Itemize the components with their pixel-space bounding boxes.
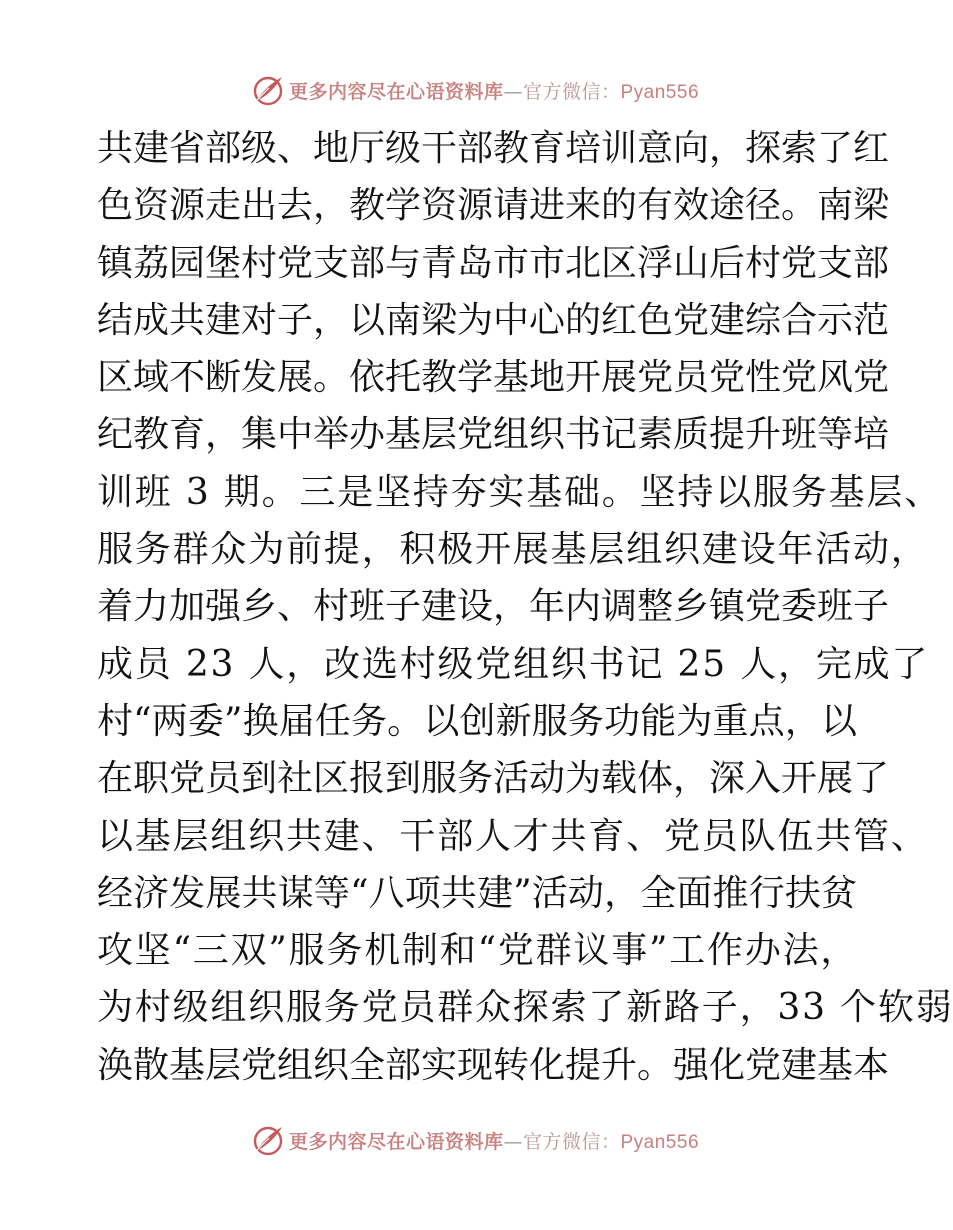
text-line: 以基层组织共建、干部人才共育、党员队伍共管、 [97, 815, 929, 857]
feather-quill-circle-icon [251, 73, 285, 107]
feather-quill-circle-icon [251, 1123, 285, 1157]
banner-label: 官方微信： [522, 1130, 621, 1153]
text-line: 经济发展共谋等“八项共建”活动，全面推行扶贫 [97, 872, 857, 914]
banner-account: Pyan556 [620, 1131, 700, 1153]
banner-account: Pyan556 [620, 81, 700, 103]
banner-text [289, 77, 699, 104]
text-line: 纪教育，集中举办基层党组织书记素质提升班等培 [97, 414, 890, 456]
footer-banner [0, 1120, 950, 1160]
banner-brand: 更多内容尽在心语资料库 [288, 80, 504, 103]
text-line: 着力加强乡、村班子建设，年内调整乡镇党委班子 [97, 586, 890, 628]
text-line: 训班 3 期。三是坚持夯实基础。坚持以服务基层、 [97, 471, 942, 513]
text-line: 镇荔园堡村党支部与青岛市市北区浮山后村党支部 [97, 242, 890, 284]
text-line: 服务群众为前提，积极开展基层组织建设年活动， [97, 529, 929, 571]
banner-label: 官方微信： [522, 80, 621, 103]
document-body [97, 120, 953, 1094]
banner-brand: 更多内容尽在心语资料库 [288, 1130, 504, 1153]
banner-separator: — [503, 80, 523, 103]
text-line: 为村级组织服务党员群众探索了新路子，33 个软弱 [97, 987, 953, 1029]
banner-separator: — [503, 1130, 523, 1153]
text-line: 在职党员到社区报到服务活动为载体，深入开展了 [97, 758, 890, 800]
text-line: 共建省部级、地厅级干部教育培训意向，探索了红 [97, 128, 890, 169]
text-line: 涣散基层党组织全部实现转化提升。强化党建基本 [97, 1044, 890, 1086]
text-line: 成员 23 人，改选村级党组织书记 25 人，完成了 [97, 643, 930, 685]
banner-text [289, 1127, 699, 1154]
text-line: 色资源走出去，教学资源请进来的有效途径。南梁 [97, 185, 890, 227]
header-banner [0, 70, 950, 110]
text-line: 攻坚“三双”服务机制和“党群议事”工作办法， [97, 930, 859, 972]
text-line: 村“两委”换届任务。以创新服务功能为重点，以 [97, 700, 857, 742]
text-line: 结成共建对子，以南梁为中心的红色党建综合示范 [97, 299, 890, 341]
text-line: 区域不断发展。依托教学基地开展党员党性党风党 [97, 357, 890, 399]
